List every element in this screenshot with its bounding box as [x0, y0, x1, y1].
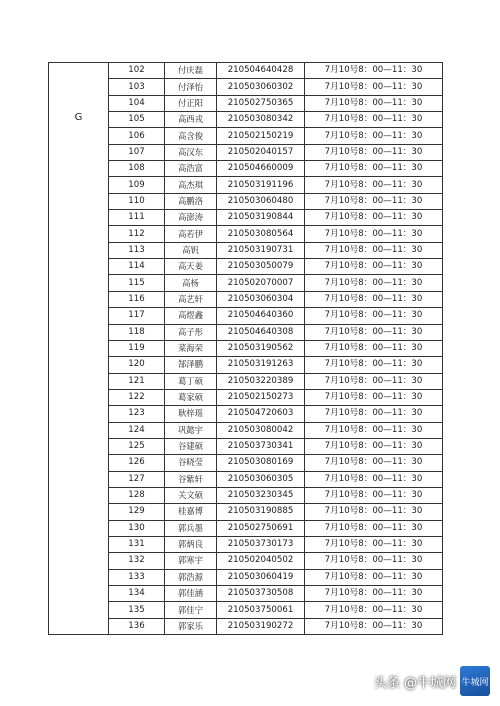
student-name-cell: 高钒 — [165, 242, 217, 258]
student-id-cell: 210503190562 — [217, 340, 305, 356]
exam-time-cell: 7月10号8：00—11：30 — [305, 373, 443, 389]
student-name-cell: 谷晓莹 — [165, 455, 217, 471]
exam-time-cell: 7月10号8：00—11：30 — [305, 357, 443, 373]
table-row — [49, 144, 443, 160]
seq-number-cell: 122 — [109, 389, 165, 405]
seq-number-cell: 107 — [109, 144, 165, 160]
schedule-table — [48, 62, 443, 635]
student-name-cell: 葛家硕 — [165, 389, 217, 405]
student-name-cell: 高西戎 — [165, 112, 217, 128]
exam-time-cell: 7月10号8：00—11：30 — [305, 226, 443, 242]
table-row — [49, 520, 443, 536]
student-name-cell: 郭家乐 — [165, 618, 217, 634]
exam-time-cell: 7月10号8：00—11：30 — [305, 553, 443, 569]
seq-number-cell: 124 — [109, 422, 165, 438]
table-row — [49, 455, 443, 471]
student-id-cell: 210503190885 — [217, 504, 305, 520]
student-id-cell: 210503080169 — [217, 455, 305, 471]
student-name-cell: 高含俊 — [165, 128, 217, 144]
student-id-cell: 210503080564 — [217, 226, 305, 242]
student-id-cell: 210503730173 — [217, 536, 305, 552]
table-row — [49, 210, 443, 226]
student-name-cell: 郭佳宁 — [165, 602, 217, 618]
exam-time-cell: 7月10号8：00—11：30 — [305, 63, 443, 79]
student-name-cell: 关文硕 — [165, 487, 217, 503]
student-id-cell: 210503730341 — [217, 438, 305, 454]
exam-time-cell: 7月10号8：00—11：30 — [305, 586, 443, 602]
seq-number-cell: 128 — [109, 487, 165, 503]
student-id-cell: 210502040502 — [217, 553, 305, 569]
seq-number-cell: 108 — [109, 161, 165, 177]
student-name-cell: 高若伊 — [165, 226, 217, 242]
student-id-cell: 210503190731 — [217, 242, 305, 258]
student-name-cell: 谷紫轩 — [165, 471, 217, 487]
student-id-cell: 210502040157 — [217, 144, 305, 160]
table-row — [49, 193, 443, 209]
exam-time-cell: 7月10号8：00—11：30 — [305, 520, 443, 536]
student-name-cell: 桂嘉博 — [165, 504, 217, 520]
exam-time-cell: 7月10号8：00—11：30 — [305, 128, 443, 144]
table-row — [49, 112, 443, 128]
table-row — [49, 324, 443, 340]
student-id-cell: 210503060419 — [217, 569, 305, 585]
seq-number-cell: 118 — [109, 324, 165, 340]
exam-time-cell: 7月10号8：00—11：30 — [305, 95, 443, 111]
seq-number-cell: 103 — [109, 79, 165, 95]
seq-number-cell: 110 — [109, 193, 165, 209]
exam-time-cell: 7月10号8：00—11：30 — [305, 242, 443, 258]
seq-number-cell: 132 — [109, 553, 165, 569]
table-row — [49, 553, 443, 569]
seq-number-cell: 102 — [109, 63, 165, 79]
student-id-cell: 210503050079 — [217, 259, 305, 275]
table-row — [49, 618, 443, 634]
student-name-cell: 菜海荣 — [165, 340, 217, 356]
table-row — [49, 161, 443, 177]
exam-time-cell: 7月10号8：00—11：30 — [305, 340, 443, 356]
student-name-cell: 付庆磊 — [165, 63, 217, 79]
student-name-cell: 高浩富 — [165, 161, 217, 177]
group-label-cell: G — [49, 63, 109, 635]
table-row — [49, 128, 443, 144]
student-name-cell: 郭寒宇 — [165, 553, 217, 569]
watermark-text: 头条 @牛城网 — [373, 675, 456, 691]
student-id-cell: 210503080342 — [217, 112, 305, 128]
seq-number-cell: 120 — [109, 357, 165, 373]
exam-time-cell: 7月10号8：00—11：30 — [305, 259, 443, 275]
table-row — [49, 226, 443, 242]
exam-time-cell: 7月10号8：00—11：30 — [305, 406, 443, 422]
exam-time-cell: 7月10号8：00—11：30 — [305, 79, 443, 95]
exam-time-cell: 7月10号8：00—11：30 — [305, 471, 443, 487]
seq-number-cell: 116 — [109, 291, 165, 307]
seq-number-cell: 114 — [109, 259, 165, 275]
student-id-cell: 210503060305 — [217, 471, 305, 487]
table-row — [49, 406, 443, 422]
exam-time-cell: 7月10号8：00—11：30 — [305, 291, 443, 307]
table-row — [49, 242, 443, 258]
seq-number-cell: 113 — [109, 242, 165, 258]
exam-time-cell: 7月10号8：00—11：30 — [305, 618, 443, 634]
table-row — [49, 504, 443, 520]
student-name-cell: 高澎涛 — [165, 210, 217, 226]
seq-number-cell: 123 — [109, 406, 165, 422]
student-id-cell: 210503060304 — [217, 291, 305, 307]
student-name-cell: 谷建硕 — [165, 438, 217, 454]
student-id-cell: 210504640428 — [217, 63, 305, 79]
exam-time-cell: 7月10号8：00—11：30 — [305, 324, 443, 340]
exam-time-cell: 7月10号8：00—11：30 — [305, 504, 443, 520]
student-id-cell: 210504640308 — [217, 324, 305, 340]
exam-time-cell: 7月10号8：00—11：30 — [305, 210, 443, 226]
student-id-cell: 210503060302 — [217, 79, 305, 95]
table-row — [49, 79, 443, 95]
student-id-cell: 210503220389 — [217, 373, 305, 389]
student-id-cell: 210503190272 — [217, 618, 305, 634]
seq-number-cell: 109 — [109, 177, 165, 193]
table-row — [49, 487, 443, 503]
exam-time-cell: 7月10号8：00—11：30 — [305, 569, 443, 585]
seq-number-cell: 125 — [109, 438, 165, 454]
table-row — [49, 275, 443, 291]
exam-time-cell: 7月10号8：00—11：30 — [305, 487, 443, 503]
student-id-cell: 210502750691 — [217, 520, 305, 536]
exam-time-cell: 7月10号8：00—11：30 — [305, 455, 443, 471]
table-row — [49, 95, 443, 111]
exam-time-cell: 7月10号8：00—11：30 — [305, 602, 443, 618]
table-row — [49, 259, 443, 275]
seq-number-cell: 135 — [109, 602, 165, 618]
seq-number-cell: 133 — [109, 569, 165, 585]
site-logo-icon: 牛城网 — [460, 666, 490, 696]
student-id-cell: 210502150219 — [217, 128, 305, 144]
seq-number-cell: 106 — [109, 128, 165, 144]
student-name-cell: 郭佳涵 — [165, 586, 217, 602]
table-row — [49, 291, 443, 307]
seq-number-cell: 121 — [109, 373, 165, 389]
seq-number-cell: 104 — [109, 95, 165, 111]
student-name-cell: 高艺轩 — [165, 291, 217, 307]
student-name-cell: 高汉东 — [165, 144, 217, 160]
student-name-cell: 耿梓瑶 — [165, 406, 217, 422]
student-id-cell: 210503230345 — [217, 487, 305, 503]
seq-number-cell: 117 — [109, 308, 165, 324]
seq-number-cell: 115 — [109, 275, 165, 291]
exam-time-cell: 7月10号8：00—11：30 — [305, 161, 443, 177]
exam-time-cell: 7月10号8：00—11：30 — [305, 536, 443, 552]
exam-time-cell: 7月10号8：00—11：30 — [305, 193, 443, 209]
seq-number-cell: 112 — [109, 226, 165, 242]
student-id-cell: 210502070007 — [217, 275, 305, 291]
student-id-cell: 210502150273 — [217, 389, 305, 405]
student-name-cell: 郭浩源 — [165, 569, 217, 585]
exam-time-cell: 7月10号8：00—11：30 — [305, 308, 443, 324]
schedule-table-body — [49, 63, 443, 635]
table-row — [49, 471, 443, 487]
student-id-cell: 210503080042 — [217, 422, 305, 438]
table-row — [49, 586, 443, 602]
student-id-cell: 210504660009 — [217, 161, 305, 177]
exam-time-cell: 7月10号8：00—11：30 — [305, 422, 443, 438]
seq-number-cell: 127 — [109, 471, 165, 487]
student-name-cell: 付正阳 — [165, 95, 217, 111]
table-row — [49, 536, 443, 552]
exam-time-cell: 7月10号8：00—11：30 — [305, 112, 443, 128]
seq-number-cell: 129 — [109, 504, 165, 520]
exam-time-cell: 7月10号8：00—11：30 — [305, 389, 443, 405]
exam-time-cell: 7月10号8：00—11：30 — [305, 177, 443, 193]
table-row — [49, 422, 443, 438]
exam-time-cell: 7月10号8：00—11：30 — [305, 275, 443, 291]
table-row — [49, 177, 443, 193]
student-id-cell: 210502750365 — [217, 95, 305, 111]
student-name-cell: 付泽怡 — [165, 79, 217, 95]
student-name-cell: 郭兵墨 — [165, 520, 217, 536]
table-row — [49, 389, 443, 405]
student-id-cell: 210503190844 — [217, 210, 305, 226]
seq-number-cell: 134 — [109, 586, 165, 602]
student-id-cell: 210503060480 — [217, 193, 305, 209]
student-id-cell: 210503750061 — [217, 602, 305, 618]
student-id-cell: 210503730508 — [217, 586, 305, 602]
table-row — [49, 63, 443, 79]
exam-time-cell: 7月10号8：00—11：30 — [305, 144, 443, 160]
student-id-cell: 210504720603 — [217, 406, 305, 422]
table-row — [49, 438, 443, 454]
student-name-cell: 巩懿宇 — [165, 422, 217, 438]
student-id-cell: 210503191263 — [217, 357, 305, 373]
seq-number-cell: 130 — [109, 520, 165, 536]
student-id-cell: 210504640360 — [217, 308, 305, 324]
student-name-cell: 郜泽鹏 — [165, 357, 217, 373]
exam-schedule-sheet — [48, 62, 443, 635]
student-name-cell: 葛丁硕 — [165, 373, 217, 389]
seq-number-cell: 105 — [109, 112, 165, 128]
table-row — [49, 340, 443, 356]
seq-number-cell: 131 — [109, 536, 165, 552]
seq-number-cell: 119 — [109, 340, 165, 356]
table-row — [49, 602, 443, 618]
student-name-cell: 高煜鑫 — [165, 308, 217, 324]
seq-number-cell: 111 — [109, 210, 165, 226]
student-name-cell: 高鹏洛 — [165, 193, 217, 209]
student-name-cell: 高杰琪 — [165, 177, 217, 193]
table-row — [49, 357, 443, 373]
student-name-cell: 郭炳良 — [165, 536, 217, 552]
watermark — [374, 666, 490, 696]
seq-number-cell: 126 — [109, 455, 165, 471]
table-row — [49, 569, 443, 585]
student-name-cell: 高杨 — [165, 275, 217, 291]
table-row — [49, 308, 443, 324]
seq-number-cell: 136 — [109, 618, 165, 634]
exam-time-cell: 7月10号8：00—11：30 — [305, 438, 443, 454]
table-row — [49, 373, 443, 389]
student-name-cell: 高子彤 — [165, 324, 217, 340]
student-name-cell: 高天姜 — [165, 259, 217, 275]
student-id-cell: 210503191196 — [217, 177, 305, 193]
